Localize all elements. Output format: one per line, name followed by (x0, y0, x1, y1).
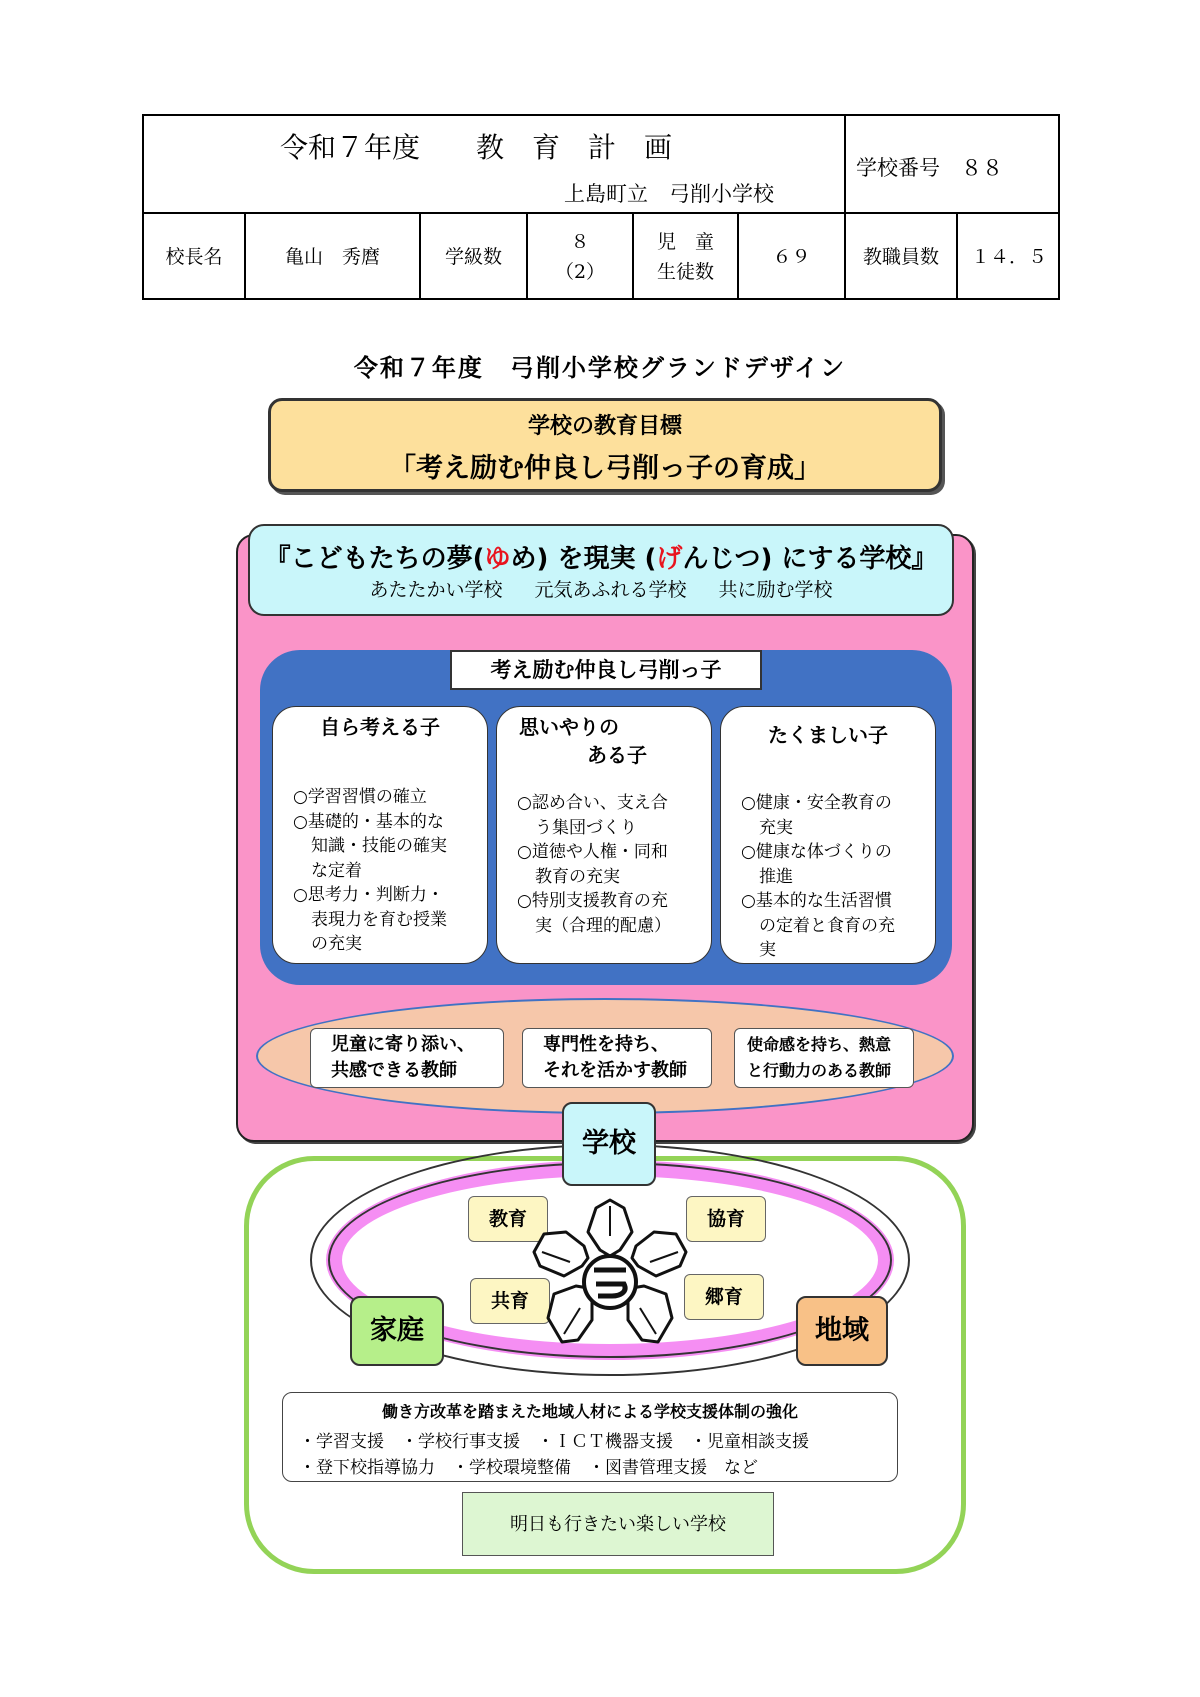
staff-value: １４．５ (970, 246, 1047, 268)
child-ideal-title: 考え励む仲良し弓削っ子 (450, 650, 762, 690)
header-table (142, 114, 1060, 300)
students-label-2: 生徒数 (656, 261, 714, 283)
divider (844, 116, 846, 214)
card-robust (720, 706, 936, 964)
design-title: 令和７年度 弓削小学校グランドデザイン (353, 354, 847, 382)
card-title-2: ある子 (587, 743, 647, 767)
principal-label: 校長名 (165, 246, 223, 268)
card-list: ○健康・安全教育の 充実 ○健康な体づくりの 推進 ○基本的な生活習慣 の定着と食育の充 実 (741, 793, 895, 960)
school-number: 学校番号 ８８ (856, 156, 1003, 180)
students-value: ６９ (772, 246, 811, 268)
card-title: 自ら考える子 (320, 715, 440, 739)
school-emblem-icon (528, 1196, 692, 1346)
node-school: 学校 (562, 1102, 656, 1186)
school-name: 上島町立 弓削小学校 (564, 182, 774, 206)
vision-items (250, 575, 952, 602)
plan-title: 令和７年度 教 育 計 画 (280, 131, 673, 164)
education-goal-box (268, 398, 942, 492)
chip-mutual: 共育 (470, 1278, 550, 1324)
card-self-thinking (272, 706, 488, 964)
node-home: 家庭 (350, 1296, 444, 1366)
card-title-1: 思いやりの (519, 715, 619, 739)
teacher-box: 専門性を持ち、 それを活かす教師 (522, 1028, 712, 1088)
school-slogan: 明日も行きたい楽しい学校 (462, 1492, 774, 1556)
staff-label: 教職員数 (862, 246, 939, 268)
support-line: ・学習支援 ・学校行事支援 ・ＩＣＴ機器支援 ・児童相談支援 (299, 1432, 809, 1452)
vision-banner (248, 524, 954, 616)
node-community: 地域 (796, 1296, 888, 1366)
classes-sub: （2） (554, 261, 606, 283)
principal-name: 亀山 秀麿 (284, 246, 380, 268)
chip-cooperation: 協育 (686, 1196, 766, 1242)
support-title: 働き方改革を踏まえた地域人材による学校支援体制の強化 (381, 1402, 798, 1421)
teacher-box: 使命感を持ち、熱意 と行動力のある教師 (734, 1028, 914, 1088)
chip-hometown: 郷育 (684, 1274, 764, 1320)
card-caring (496, 706, 712, 964)
vision-motto: 『こどもたちの夢(ゆめ) を現実 (げんじつ) にする学校』 (264, 544, 938, 574)
students-label (634, 214, 737, 300)
card-list: ○学習習慣の確立 ○基礎的・基本的な 知識・技能の確実 な定着 ○思考力・判断力・ 表現力を育む授業 の充実 (293, 787, 447, 954)
students-label-1: 児 童 (656, 231, 714, 253)
support-line: ・登下校指導協力 ・学校環境整備 ・図書管理支援 など (299, 1458, 758, 1478)
vision-item: 共に励む学校 (718, 579, 833, 601)
card-list: ○認め合い、支え合 う集団づくり ○道徳や人権・同和 教育の充実 ○特別支援教育の充 実（合理的配慮） (517, 793, 671, 936)
card-title: たくましい子 (768, 723, 888, 747)
community-support-box (282, 1392, 898, 1482)
vision-item: あたたかい学校 (369, 579, 503, 601)
vision-item: 元気あふれる学校 (534, 579, 687, 601)
teacher-box: 児童に寄り添い、 共感できる教師 (310, 1028, 504, 1088)
classes-label: 学級数 (444, 246, 502, 268)
classes-cell (528, 214, 632, 300)
chip-education: 教育 (468, 1196, 548, 1242)
goal-text: 「考え励む仲良し弓削っ子の育成」 (389, 453, 821, 484)
goal-heading: 学校の教育目標 (527, 414, 682, 439)
classes-value: ８ (570, 231, 590, 253)
